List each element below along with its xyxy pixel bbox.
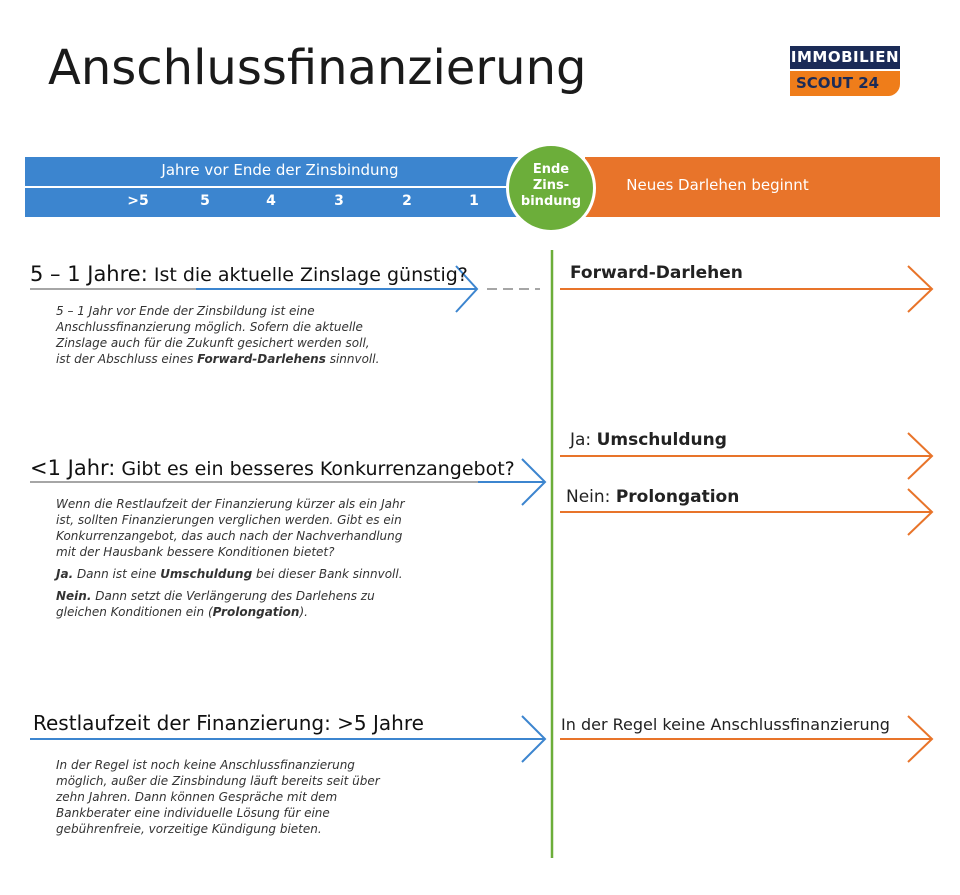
year-label: 5: [200, 193, 210, 209]
row2-outcome-nein-label: Prolongation: [615, 487, 740, 507]
row2-nein-end: ).: [299, 605, 308, 619]
page-title: Anschlussfinanzierung: [48, 40, 587, 96]
row1-heading-question: Ist die aktuelle Zinslage günstig?: [153, 264, 468, 286]
row2-heading: [30, 456, 515, 480]
row2-nein-label: Nein.: [56, 589, 92, 603]
row2-heading-prefix: <1 Jahr:: [30, 456, 116, 480]
row3-heading: Restlaufzeit der Finanzierung: >5 Jahre: [33, 711, 424, 735]
row1-description-text: 5 – 1 Jahr vor Ende der Zinsbildung ist eine Anschlussfinanzierung möglich. Sofern die aktuelle Zinslage auch für die Zukunft gesichert werden soll, ist der Abschluss eines: [56, 304, 370, 366]
row1-outcome: [570, 263, 743, 283]
row2-ja-end: bei dieser Bank sinnvoll.: [252, 567, 403, 581]
row2-outcome-ja-prefix: Ja:: [570, 430, 592, 450]
row2-ja-body: Dann ist eine: [73, 567, 161, 581]
row2-heading-question: Gibt es ein besseres Konkurrenzangebot?: [121, 458, 515, 480]
row2-nein-bold: Prolongation: [212, 605, 300, 619]
row1-description-bold: Forward-Darlehens: [197, 352, 326, 366]
row1-heading: [30, 262, 468, 286]
row2-outcome-ja-label: Umschuldung: [596, 430, 727, 450]
row2-description-text: Wenn die Restlaufzeit der Finanzierung kürzer als ein Jahr ist, sollten Finanzierungen verglichen werden. Gibt es ein Konkurrenzangebot, das auch nach der Nachverhandlung mit der Hausbank bessere Konditionen bietet?: [56, 497, 405, 559]
row2-outcome-ja: [570, 430, 727, 450]
row2-ja-bold: Umschuldung: [160, 567, 253, 581]
new-loan-label: Neues Darlehen beginnt: [626, 176, 809, 194]
row2-ja-text: [56, 566, 416, 582]
logo-scout24: SCOUT 24: [790, 71, 900, 96]
row2-description: [56, 496, 416, 620]
row1-outcome-label: Forward-Darlehen: [570, 263, 743, 283]
year-label: 4: [266, 193, 276, 209]
row2-nein-body: Dann setzt die Verlängerung des Darlehens zu gleichen Konditionen ein (: [56, 589, 375, 619]
year-label: 3: [334, 193, 344, 209]
year-label: 1: [469, 193, 479, 209]
end-of-fixed-rate-label: Ende Zins- bindung: [520, 162, 582, 209]
row3-description: In der Regel ist noch keine Anschlussfinanzierung möglich, außer die Zinsbindung läuft bereits seit über zehn Jahren. Dann können Gespräche mit dem Bankberater eine individuelle Lösung für eine gebührenfreie, vorzeitige Kündigung bieten.: [56, 758, 380, 836]
row2-outcome-nein-prefix: Nein:: [566, 487, 611, 507]
row2-outcome-nein: [566, 487, 739, 507]
row1-heading-prefix: 5 – 1 Jahre:: [30, 262, 148, 286]
row2-ja-label: Ja.: [56, 567, 74, 581]
row3-outcome: In der Regel keine Anschlussfinanzierung: [561, 715, 890, 734]
row2-nein-text: [56, 588, 416, 620]
row1-description: [56, 303, 386, 367]
year-label: >5: [127, 193, 149, 209]
row1-description-end: sinnvoll.: [325, 352, 380, 366]
year-label: 2: [402, 193, 412, 209]
logo-immobilien: IMMOBILIEN: [790, 46, 900, 69]
timeline-years-label: Jahre vor Ende der Zinsbindung: [161, 161, 399, 179]
